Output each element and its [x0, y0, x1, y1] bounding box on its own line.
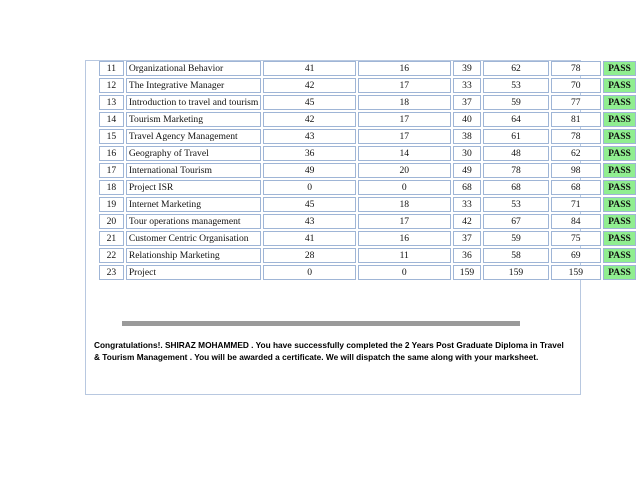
marks-cell-4: 159 [483, 265, 548, 280]
subject-name-cell: Organizational Behavior [126, 61, 262, 76]
serial-number-cell: 13 [99, 95, 124, 110]
marks-cell-1: 43 [263, 214, 356, 229]
result-badge: PASS [603, 214, 636, 229]
marks-cell-2: 18 [358, 95, 451, 110]
subject-name-cell: Customer Centric Organisation [126, 231, 262, 246]
result-badge: PASS [603, 78, 636, 93]
subject-name-cell: Project [126, 265, 262, 280]
marks-cell-4: 48 [483, 146, 548, 161]
marks-cell-2: 17 [358, 129, 451, 144]
marks-cell-4: 78 [483, 163, 548, 178]
marks-cell-3: 49 [453, 163, 482, 178]
result-badge: PASS [603, 197, 636, 212]
marks-cell-4: 61 [483, 129, 548, 144]
serial-number-cell: 14 [99, 112, 124, 127]
result-badge: PASS [603, 163, 636, 178]
marks-table [97, 59, 638, 282]
marks-cell-4: 62 [483, 61, 548, 76]
marks-cell-5: 159 [551, 265, 601, 280]
marks-cell-1: 41 [263, 61, 356, 76]
marks-cell-3: 36 [453, 248, 482, 263]
marks-cell-4: 67 [483, 214, 548, 229]
marks-cell-1: 0 [263, 265, 356, 280]
subject-name-cell: Project ISR [126, 180, 262, 195]
marks-cell-3: 33 [453, 197, 482, 212]
table-row [99, 180, 636, 195]
serial-number-cell: 17 [99, 163, 124, 178]
table-row [99, 214, 636, 229]
serial-number-cell: 23 [99, 265, 124, 280]
table-row [99, 231, 636, 246]
result-badge: PASS [603, 95, 636, 110]
table-row [99, 197, 636, 212]
table-row [99, 78, 636, 93]
marks-cell-4: 58 [483, 248, 548, 263]
marks-cell-1: 41 [263, 231, 356, 246]
marks-cell-4: 53 [483, 197, 548, 212]
marks-cell-3: 38 [453, 129, 482, 144]
marks-cell-1: 42 [263, 112, 356, 127]
marks-cell-1: 49 [263, 163, 356, 178]
marks-cell-5: 70 [551, 78, 601, 93]
marks-cell-2: 16 [358, 61, 451, 76]
subject-name-cell: Introduction to travel and tourism [126, 95, 262, 110]
serial-number-cell: 12 [99, 78, 124, 93]
marks-cell-5: 78 [551, 61, 601, 76]
marks-cell-3: 39 [453, 61, 482, 76]
marks-cell-1: 0 [263, 180, 356, 195]
serial-number-cell: 18 [99, 180, 124, 195]
marks-cell-3: 33 [453, 78, 482, 93]
marks-cell-4: 59 [483, 231, 548, 246]
marks-cell-2: 16 [358, 231, 451, 246]
serial-number-cell: 19 [99, 197, 124, 212]
table-row [99, 248, 636, 263]
subject-name-cell: The Integrative Manager [126, 78, 262, 93]
marks-cell-1: 36 [263, 146, 356, 161]
result-badge: PASS [603, 61, 636, 76]
table-row [99, 112, 636, 127]
congratulations-message: Congratulations!. SHIRAZ MOHAMMED . You have successfully completed the 2 Years Post Graduate Diploma in Travel & Tourism Management . You will be awarded a certificate. We will dispatch the same along with your marksheet. [94, 340, 564, 362]
marks-cell-2: 0 [358, 180, 451, 195]
marks-cell-5: 68 [551, 180, 601, 195]
marks-cell-4: 64 [483, 112, 548, 127]
subject-name-cell: Internet Marketing [126, 197, 262, 212]
marks-cell-5: 62 [551, 146, 601, 161]
table-row [99, 95, 636, 110]
marks-cell-5: 98 [551, 163, 601, 178]
marks-cell-5: 81 [551, 112, 601, 127]
marks-cell-2: 17 [358, 112, 451, 127]
marks-cell-4: 59 [483, 95, 548, 110]
serial-number-cell: 16 [99, 146, 124, 161]
marks-cell-3: 42 [453, 214, 482, 229]
marks-cell-1: 28 [263, 248, 356, 263]
marks-cell-2: 0 [358, 265, 451, 280]
subject-name-cell: Tourism Marketing [126, 112, 262, 127]
marks-cell-1: 45 [263, 197, 356, 212]
marks-cell-3: 68 [453, 180, 482, 195]
marks-cell-5: 84 [551, 214, 601, 229]
marks-cell-1: 43 [263, 129, 356, 144]
marks-cell-5: 69 [551, 248, 601, 263]
marks-cell-1: 45 [263, 95, 356, 110]
subject-name-cell: Travel Agency Management [126, 129, 262, 144]
marks-table-body [99, 61, 636, 280]
result-badge: PASS [603, 231, 636, 246]
table-row [99, 163, 636, 178]
marks-cell-2: 17 [358, 78, 451, 93]
subject-name-cell: Relationship Marketing [126, 248, 262, 263]
serial-number-cell: 20 [99, 214, 124, 229]
horizontal-divider [122, 321, 520, 326]
result-badge: PASS [603, 265, 636, 280]
subject-name-cell: International Tourism [126, 163, 262, 178]
table-row [99, 265, 636, 280]
marks-cell-1: 42 [263, 78, 356, 93]
serial-number-cell: 11 [99, 61, 124, 76]
result-badge: PASS [603, 248, 636, 263]
marks-cell-5: 77 [551, 95, 601, 110]
result-badge: PASS [603, 146, 636, 161]
result-badge: PASS [603, 129, 636, 144]
marks-cell-3: 37 [453, 231, 482, 246]
marks-cell-4: 68 [483, 180, 548, 195]
marks-cell-4: 53 [483, 78, 548, 93]
marks-cell-5: 75 [551, 231, 601, 246]
result-badge: PASS [603, 180, 636, 195]
marks-cell-3: 40 [453, 112, 482, 127]
marks-cell-2: 20 [358, 163, 451, 178]
serial-number-cell: 22 [99, 248, 124, 263]
marks-cell-3: 30 [453, 146, 482, 161]
serial-number-cell: 21 [99, 231, 124, 246]
marks-cell-2: 11 [358, 248, 451, 263]
marks-cell-2: 14 [358, 146, 451, 161]
marks-cell-3: 159 [453, 265, 482, 280]
table-row [99, 146, 636, 161]
table-row [99, 129, 636, 144]
marks-cell-5: 71 [551, 197, 601, 212]
subject-name-cell: Geography of Travel [126, 146, 262, 161]
marks-cell-3: 37 [453, 95, 482, 110]
marks-cell-2: 18 [358, 197, 451, 212]
result-badge: PASS [603, 112, 636, 127]
subject-name-cell: Tour operations management [126, 214, 262, 229]
serial-number-cell: 15 [99, 129, 124, 144]
marks-cell-5: 78 [551, 129, 601, 144]
table-row [99, 61, 636, 76]
marks-cell-2: 17 [358, 214, 451, 229]
